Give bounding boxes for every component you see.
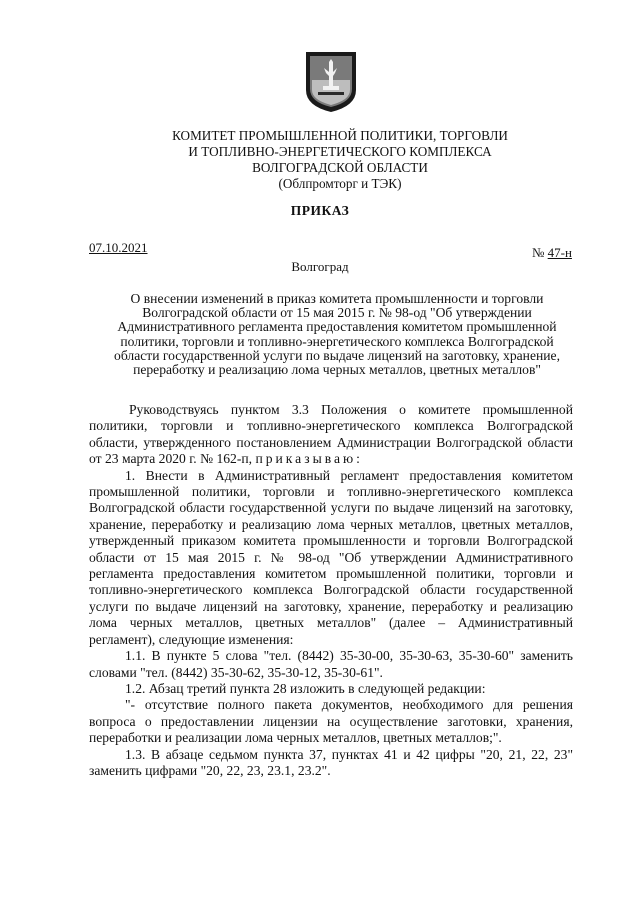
subject-line: переработку и реализацию лома черных металлов, цветных металлов" (133, 362, 541, 378)
document-title: ПРИКАЗ (290, 203, 350, 218)
org-name-line: КОМИТЕТ ПРОМЫШЛЕННОЙ ПОЛИТИКИ, ТОРГОВЛИ (172, 128, 508, 143)
org-short-name: (Облпромторг и ТЭК) (278, 176, 402, 191)
body-paragraph: 1. Внести в Административный регламент предоставления комитетом промышленной политики, торговли и топливно-энергетического комплекса Волгоградской области государственной услуги по выдаче лицензий на заготовку, хранение, переработку и реализацию лома черных металлов, цветных металлов, утвержденный приказом комитета промышленности и торговли Волгоградской области от 15 мая 2015 г. № 98-од "Об утверждении Административного регламента предоставления комитетом промышленной политики, торговли и топливно-энергетического комплекса Волгоградской области государственной услуги по выдаче лицензий на заготовку, хранение, переработку и реализацию лома черных металлов, цветных металлов" (далее – Административный регламент), следующие изменения: (89, 467, 573, 647)
body-paragraph: 1.2. Абзац третий пункта 28 изложить в следующей редакции: (125, 680, 486, 696)
subject-line: О внесении изменений в приказ комитета промышленности и торговли (130, 291, 544, 306)
subject-line: политики, торговли и топливно-энергетического комплекса Волгоградской (120, 333, 554, 349)
order-city: Волгоград (291, 259, 349, 274)
order-verb: приказываю: (255, 451, 363, 467)
order-body (89, 402, 573, 779)
body-paragraph: 1.1. В пункте 5 слова "тел. (8442) 35-30-00, 35-30-63, 35-30-60" заменить словами "тел. (8442) 35-30-62, 35-30-12, 35-30-61". (89, 648, 573, 680)
preamble-text: Руководствуясь пунктом 3.3 Положения о комитете промышленной политики, торговли и топливно-энергетического комплекса Волгоградской области, утвержденного постановлением Администрации Волгоградской области от 23 марта 2020 г. № 162-п, (89, 402, 573, 467)
org-name-line: И ТОПЛИВНО-ЭНЕРГЕТИЧЕСКОГО КОМПЛЕКСА (188, 144, 492, 159)
order-number-prefix: № (532, 245, 548, 260)
subject-line: Административного регламента предоставления комитетом промышленной (117, 319, 557, 335)
org-name-line: ВОЛГОГРАДСКОЙ ОБЛАСТИ (252, 160, 428, 175)
volgograd-coat-of-arms-icon (304, 50, 358, 114)
subject-line: области государственной услуги по выдаче лицензий на заготовку, хранение, (114, 347, 560, 363)
order-number-value: 47-н (547, 245, 572, 260)
issuing-authority (150, 128, 530, 192)
body-paragraph: 1.3. В абзаце седьмом пункта 37, пунктах 41 и 42 цифры "20, 21, 22, 23" заменить цифрами "20, 22, 23, 23.1, 23.2". (89, 746, 573, 778)
order-date: 07.10.2021 (89, 240, 148, 255)
body-paragraph: "- отсутствие полного пакета документов, необходимого для решения вопроса о предоставлении лицензии на осуществление заготовки, хранения, переработки и реализации лома черных металлов, цветных металлов;". (89, 697, 573, 746)
preamble-paragraph (89, 402, 573, 468)
order-subject (92, 292, 582, 377)
subject-line: Волгоградской области от 15 мая 2015 г. № 98-од "Об утверждении (142, 305, 532, 321)
